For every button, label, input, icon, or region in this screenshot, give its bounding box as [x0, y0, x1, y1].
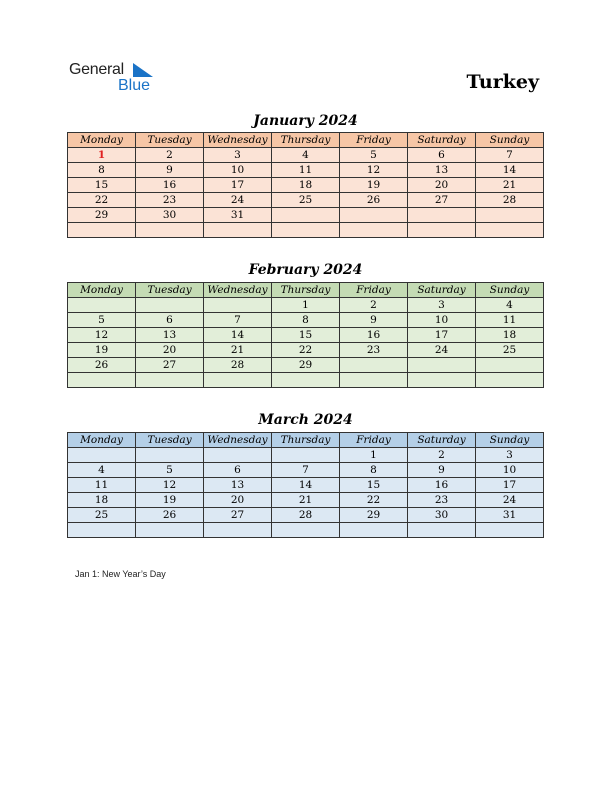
week-row [68, 208, 544, 223]
day-cell: 24 [408, 343, 476, 358]
day-cell: 11 [68, 478, 136, 493]
day-cell: 10 [204, 163, 272, 178]
empty-cell [136, 373, 204, 388]
logo-flag-icon [133, 63, 153, 77]
day-cell: 4 [272, 148, 340, 163]
week-row [68, 373, 544, 388]
week-row [68, 163, 544, 178]
day-cell: 9 [340, 313, 408, 328]
empty-cell [204, 523, 272, 538]
day-cell: 5 [68, 313, 136, 328]
day-cell: 18 [68, 493, 136, 508]
day-cell: 3 [476, 448, 544, 463]
week-row [68, 178, 544, 193]
logo [69, 61, 159, 97]
weekday-tuesday: Tuesday [136, 283, 204, 298]
empty-cell [408, 358, 476, 373]
day-cell: 15 [272, 328, 340, 343]
day-cell: 26 [136, 508, 204, 523]
month-title-march: March 2024 [258, 412, 353, 428]
weekday-header-row [68, 133, 544, 148]
day-cell: 5 [340, 148, 408, 163]
logo-text-blue: Blue [118, 77, 151, 94]
weekday-friday: Friday [340, 283, 408, 298]
empty-cell [340, 523, 408, 538]
day-cell: 13 [136, 328, 204, 343]
day-cell: 26 [68, 358, 136, 373]
day-cell: 5 [136, 463, 204, 478]
weekday-saturday: Saturday [408, 133, 476, 148]
country-title: Turkey [466, 71, 539, 93]
empty-cell [68, 223, 136, 238]
empty-cell [408, 373, 476, 388]
empty-cell [272, 223, 340, 238]
day-cell: 19 [340, 178, 408, 193]
day-cell: 30 [136, 208, 204, 223]
week-row [68, 478, 544, 493]
week-row [68, 358, 544, 373]
empty-cell [476, 223, 544, 238]
weekday-thursday: Thursday [272, 433, 340, 448]
day-cell: 15 [340, 478, 408, 493]
day-cell: 21 [476, 178, 544, 193]
empty-cell [272, 373, 340, 388]
day-cell: 9 [408, 463, 476, 478]
day-cell: 22 [68, 193, 136, 208]
day-cell: 23 [136, 193, 204, 208]
empty-cell [340, 208, 408, 223]
day-cell: 3 [408, 298, 476, 313]
day-cell: 28 [204, 358, 272, 373]
day-cell: 12 [340, 163, 408, 178]
day-cell: 7 [204, 313, 272, 328]
day-cell: 19 [68, 343, 136, 358]
empty-cell [408, 223, 476, 238]
empty-cell [136, 223, 204, 238]
week-row [68, 493, 544, 508]
week-row [68, 508, 544, 523]
week-row [68, 448, 544, 463]
day-cell: 2 [136, 148, 204, 163]
day-cell: 29 [340, 508, 408, 523]
empty-cell [272, 208, 340, 223]
day-cell: 8 [340, 463, 408, 478]
weekday-header-row [68, 433, 544, 448]
day-cell: 13 [204, 478, 272, 493]
month-title-january: January 2024 [253, 113, 358, 129]
empty-cell [340, 358, 408, 373]
empty-cell [204, 448, 272, 463]
week-row [68, 223, 544, 238]
week-row [68, 523, 544, 538]
calendar-january [67, 132, 544, 238]
day-cell: 20 [408, 178, 476, 193]
day-cell: 16 [136, 178, 204, 193]
day-cell: 18 [476, 328, 544, 343]
day-cell: 14 [204, 328, 272, 343]
day-cell: 26 [340, 193, 408, 208]
empty-cell [68, 373, 136, 388]
day-cell: 23 [408, 493, 476, 508]
day-cell: 18 [272, 178, 340, 193]
day-cell: 13 [408, 163, 476, 178]
day-cell: 24 [204, 193, 272, 208]
empty-cell [476, 373, 544, 388]
calendar-february [67, 282, 544, 388]
day-cell: 14 [476, 163, 544, 178]
weekday-sunday: Sunday [476, 433, 544, 448]
empty-cell [272, 448, 340, 463]
week-row [68, 313, 544, 328]
day-cell: 17 [204, 178, 272, 193]
day-cell: 1 [340, 448, 408, 463]
weekday-monday: Monday [68, 133, 136, 148]
empty-cell [68, 523, 136, 538]
day-cell: 2 [340, 298, 408, 313]
day-cell: 27 [204, 508, 272, 523]
day-cell: 19 [136, 493, 204, 508]
holiday-day-cell: 1 [68, 148, 136, 163]
weekday-sunday: Sunday [476, 133, 544, 148]
day-cell: 11 [476, 313, 544, 328]
week-row [68, 148, 544, 163]
day-cell: 1 [272, 298, 340, 313]
day-cell: 20 [136, 343, 204, 358]
month-title-february: February 2024 [248, 262, 363, 278]
day-cell: 14 [272, 478, 340, 493]
day-cell: 22 [340, 493, 408, 508]
week-row [68, 298, 544, 313]
day-cell: 17 [408, 328, 476, 343]
empty-cell [340, 373, 408, 388]
empty-cell [204, 298, 272, 313]
logo-text-general: General [69, 61, 124, 78]
empty-cell [204, 373, 272, 388]
empty-cell [340, 223, 408, 238]
weekday-saturday: Saturday [408, 433, 476, 448]
week-row [68, 193, 544, 208]
calendar-body [68, 448, 544, 538]
calendar-body [68, 298, 544, 388]
day-cell: 4 [476, 298, 544, 313]
day-cell: 8 [68, 163, 136, 178]
week-row [68, 328, 544, 343]
day-cell: 21 [204, 343, 272, 358]
empty-cell [136, 448, 204, 463]
calendar-body [68, 148, 544, 238]
day-cell: 30 [408, 508, 476, 523]
weekday-tuesday: Tuesday [136, 133, 204, 148]
weekday-header-row [68, 283, 544, 298]
weekday-thursday: Thursday [272, 283, 340, 298]
empty-cell [136, 298, 204, 313]
day-cell: 25 [68, 508, 136, 523]
day-cell: 10 [476, 463, 544, 478]
day-cell: 4 [68, 463, 136, 478]
day-cell: 25 [476, 343, 544, 358]
weekday-thursday: Thursday [272, 133, 340, 148]
day-cell: 31 [476, 508, 544, 523]
day-cell: 28 [272, 508, 340, 523]
weekday-friday: Friday [340, 133, 408, 148]
weekday-wednesday: Wednesday [204, 433, 272, 448]
holiday-note: Jan 1: New Year’s Day [75, 569, 166, 579]
day-cell: 7 [272, 463, 340, 478]
weekday-monday: Monday [68, 283, 136, 298]
day-cell: 8 [272, 313, 340, 328]
calendar-march [67, 432, 544, 538]
empty-cell [476, 523, 544, 538]
day-cell: 9 [136, 163, 204, 178]
day-cell: 28 [476, 193, 544, 208]
weekday-wednesday: Wednesday [204, 133, 272, 148]
weekday-wednesday: Wednesday [204, 283, 272, 298]
day-cell: 7 [476, 148, 544, 163]
day-cell: 27 [136, 358, 204, 373]
week-row [68, 343, 544, 358]
day-cell: 10 [408, 313, 476, 328]
day-cell: 16 [340, 328, 408, 343]
empty-cell [408, 523, 476, 538]
day-cell: 21 [272, 493, 340, 508]
day-cell: 23 [340, 343, 408, 358]
day-cell: 17 [476, 478, 544, 493]
day-cell: 3 [204, 148, 272, 163]
day-cell: 6 [136, 313, 204, 328]
empty-cell [408, 208, 476, 223]
day-cell: 24 [476, 493, 544, 508]
day-cell: 12 [136, 478, 204, 493]
day-cell: 29 [272, 358, 340, 373]
weekday-friday: Friday [340, 433, 408, 448]
week-row [68, 463, 544, 478]
day-cell: 20 [204, 493, 272, 508]
empty-cell [68, 298, 136, 313]
day-cell: 6 [408, 148, 476, 163]
day-cell: 2 [408, 448, 476, 463]
empty-cell [272, 523, 340, 538]
empty-cell [204, 223, 272, 238]
weekday-saturday: Saturday [408, 283, 476, 298]
day-cell: 16 [408, 478, 476, 493]
day-cell: 29 [68, 208, 136, 223]
day-cell: 25 [272, 193, 340, 208]
day-cell: 27 [408, 193, 476, 208]
empty-cell [68, 448, 136, 463]
day-cell: 6 [204, 463, 272, 478]
weekday-monday: Monday [68, 433, 136, 448]
day-cell: 11 [272, 163, 340, 178]
weekday-sunday: Sunday [476, 283, 544, 298]
day-cell: 12 [68, 328, 136, 343]
weekday-tuesday: Tuesday [136, 433, 204, 448]
empty-cell [476, 358, 544, 373]
empty-cell [476, 208, 544, 223]
day-cell: 22 [272, 343, 340, 358]
empty-cell [136, 523, 204, 538]
day-cell: 31 [204, 208, 272, 223]
day-cell: 15 [68, 178, 136, 193]
